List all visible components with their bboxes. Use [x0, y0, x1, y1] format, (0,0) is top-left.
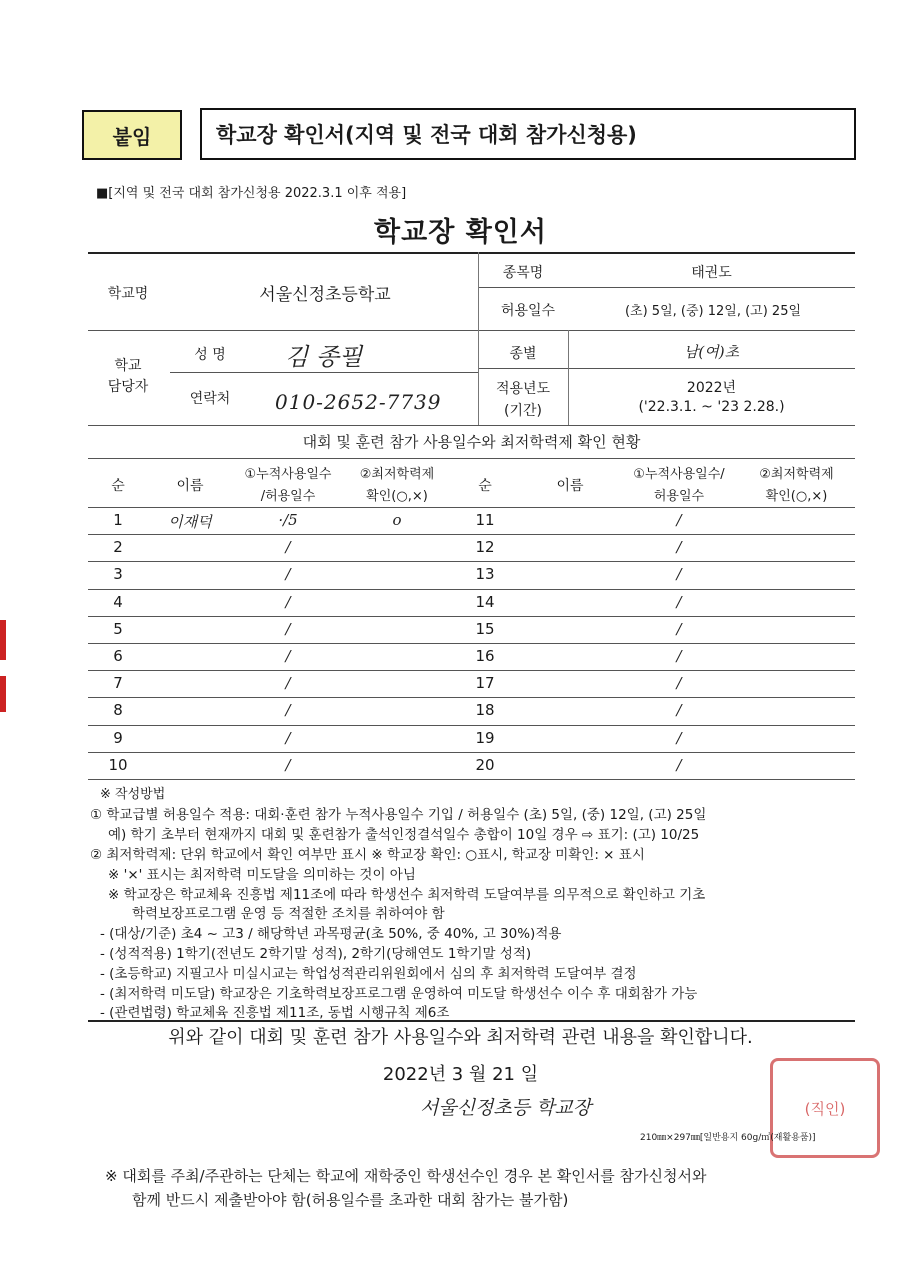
table-cell-days2: / [676, 701, 682, 720]
year-label-1: 적용년도 [495, 381, 551, 397]
table-cell-no2: 14 [475, 592, 495, 611]
note-line: ※ 학교장은 학교체육 진흥법 제11조에 따라 학생선수 최저학력 도달여부를 의무적으로 확인하고 기초 [108, 887, 706, 903]
table-cell-no2: 12 [475, 538, 495, 557]
table-cell-days: / [285, 565, 291, 584]
footer-line: 함께 반드시 제출받아야 함(허용일수를 초과한 대회 참가는 불가함) [132, 1191, 569, 1209]
name-value: 김 종필 [285, 343, 363, 371]
table-cell-no2: 18 [475, 701, 495, 720]
table-cell-no: 2 [113, 538, 123, 557]
table-cell-no2: 15 [475, 619, 495, 638]
col-days-left-1: ①누적사용일수 [244, 467, 332, 482]
col-no-left: 순 [111, 478, 125, 494]
table-cell-no: 1 [113, 511, 123, 529]
name-label: 성 명 [194, 347, 226, 363]
note-line: ① 학교급별 허용일수 적용: 대회·훈련 참가 누적사용일수 기입 / 허용일수 (초) 5일, (중) 12일, (고) 25일 [90, 807, 707, 823]
table-cell-days2: / [676, 592, 682, 611]
note-line: 학력보장프로그램 운영 등 적절한 조치를 취하여야 함 [132, 906, 445, 922]
table-caption: 대회 및 훈련 참가 사용일수와 최저학력제 확인 현황 [302, 433, 641, 451]
note-line: ② 최저학력제: 단위 학교에서 확인 여부만 표시 ※ 학교장 확인: ○표시, 학교장 미확인: × 표시 [90, 847, 645, 863]
confirm-statement: 위와 같이 대회 및 훈련 참가 사용일수와 최저학력 관련 내용을 확인합니다. [168, 1027, 753, 1048]
note-line: - (성적적용) 1학기(전년도 2학기말 성적), 2학기(당해연도 1학기말 성적) [100, 946, 532, 962]
col-days-right-1: ①누적사용일수/ [633, 467, 725, 482]
table-cell-days: / [285, 701, 291, 720]
note-line: 예) 학기 초부터 현재까지 대회 및 훈련참가 출석인정결석일수 총합이 10일 경우 ⇨ 표기: (고) 10/25 [108, 827, 700, 843]
note-line: - (최저학력 미도달) 학교장은 기초학력보장프로그램 운영하여 미도달 학생선수 이수 후 대회참가 가능 [100, 986, 698, 1002]
col-name-right: 이름 [556, 478, 584, 494]
table-cell-no2: 13 [475, 565, 495, 584]
days-label: 허용일수 [500, 303, 556, 319]
table-cell-no2: 11 [475, 511, 495, 529]
paper-spec: 210㎜×297㎜[일반용지 60g/㎡(재활용품)] [640, 1133, 816, 1143]
table-cell-days: / [285, 538, 291, 557]
table-cell-no: 5 [113, 619, 123, 638]
header-title: 학교장 확인서(지역 및 전국 대회 참가신청용) [200, 108, 856, 160]
col-days-right-2: 허용일수 [653, 489, 705, 504]
contact-value: 010-2652-7739 [275, 390, 442, 414]
table-cell-name: 이재덕 [168, 513, 212, 531]
staff-label-2: 담당자 [107, 379, 149, 395]
table-cell-days: / [285, 674, 291, 693]
page-title: 학교장 확인서 [374, 217, 547, 248]
note-line: ※ '×' 표시는 최저학력 미도달을 의미하는 것이 아님 [108, 867, 416, 883]
col-grade-left-2: 확인(○,×) [366, 489, 428, 504]
binding-mark [0, 676, 6, 712]
note-line: - (관련법령) 학교체육 진흥법 제11조, 동법 시행규칙 제6조 [100, 1005, 450, 1021]
table-cell-days2: / [676, 511, 682, 529]
table-cell-grade: o [392, 511, 402, 529]
year-label-2: (기간) [504, 403, 542, 419]
table-cell-no: 6 [113, 647, 123, 665]
col-grade-right-1: ②최저학력제 [759, 467, 834, 482]
col-days-left-2: /허용일수 [260, 489, 316, 504]
staff-label-1: 학교 [114, 358, 142, 374]
table-cell-days2: / [676, 674, 682, 693]
table-cell-days2: / [676, 755, 682, 774]
table-cell-days2: / [676, 647, 682, 665]
binding-mark [0, 620, 6, 660]
table-cell-days: / [285, 592, 291, 611]
table-cell-days: / [285, 619, 291, 638]
contact-label: 연락처 [189, 391, 231, 407]
confirm-date: 2022년 3 월 21 일 [382, 1064, 539, 1085]
table-cell-no: 3 [113, 565, 123, 584]
col-name-left: 이름 [176, 478, 204, 494]
table-cell-days2: / [676, 619, 682, 638]
table-cell-no: 4 [113, 592, 123, 611]
type-label: 종별 [509, 346, 537, 362]
table-cell-days2: / [676, 538, 682, 557]
table-cell-no2: 16 [475, 647, 495, 665]
type-value: 남(여)초 [683, 343, 740, 361]
school-value: 서울신정초등학교 [259, 285, 391, 305]
table-cell-days: ·/5 [278, 511, 298, 529]
official-seal [770, 1058, 880, 1158]
sport-label: 종목명 [502, 265, 544, 281]
table-cell-no2: 20 [475, 755, 495, 774]
col-grade-right-2: 확인(○,×) [765, 489, 828, 504]
table-cell-no: 9 [113, 728, 123, 747]
note-line: - (대상/기준) 초4 ~ 고3 / 해당학년 과목평균(초 50%, 중 40%, 고 30%)적용 [100, 926, 562, 942]
year-value-1: 2022년 [686, 380, 737, 396]
table-cell-days: / [285, 728, 291, 747]
col-no-right: 순 [478, 478, 492, 494]
table-cell-days2: / [676, 728, 682, 747]
table-cell-no: 7 [113, 674, 123, 693]
attachment-tag: 붙임 [82, 110, 182, 160]
seal-text: (직인) [804, 1099, 846, 1118]
note-line: ※ 작성방법 [100, 787, 166, 802]
table-cell-days: / [285, 647, 291, 665]
sport-value: 태권도 [691, 265, 732, 281]
table-cell-days2: / [676, 565, 682, 584]
year-value-2: ('22.3.1. ~ '23 2.28.) [638, 399, 785, 415]
note-line: - (초등학교) 지필고사 미실시교는 학업성적관리위원회에서 심의 후 최저학력 도달여부 결정 [100, 966, 637, 982]
table-cell-no2: 19 [475, 728, 495, 747]
days-value: (초) 5일, (중) 12일, (고) 25일 [624, 304, 802, 319]
school-label: 학교명 [107, 286, 149, 302]
applies-note: ■[지역 및 전국 대회 참가신청용 2022.3.1 이후 적용] [96, 186, 407, 201]
table-cell-no2: 17 [475, 674, 495, 693]
table-cell-days: / [285, 755, 291, 774]
col-grade-left-1: ②최저학력제 [359, 467, 435, 482]
table-cell-no: 8 [113, 701, 123, 720]
footer-line: ※ 대회를 주최/주관하는 단체는 학교에 재학중인 학생선수인 경우 본 확인서를 참가신청서와 [105, 1167, 707, 1185]
principal-signature: 서울신정초등 학교장 [420, 1097, 592, 1119]
table-cell-no: 10 [108, 755, 128, 774]
